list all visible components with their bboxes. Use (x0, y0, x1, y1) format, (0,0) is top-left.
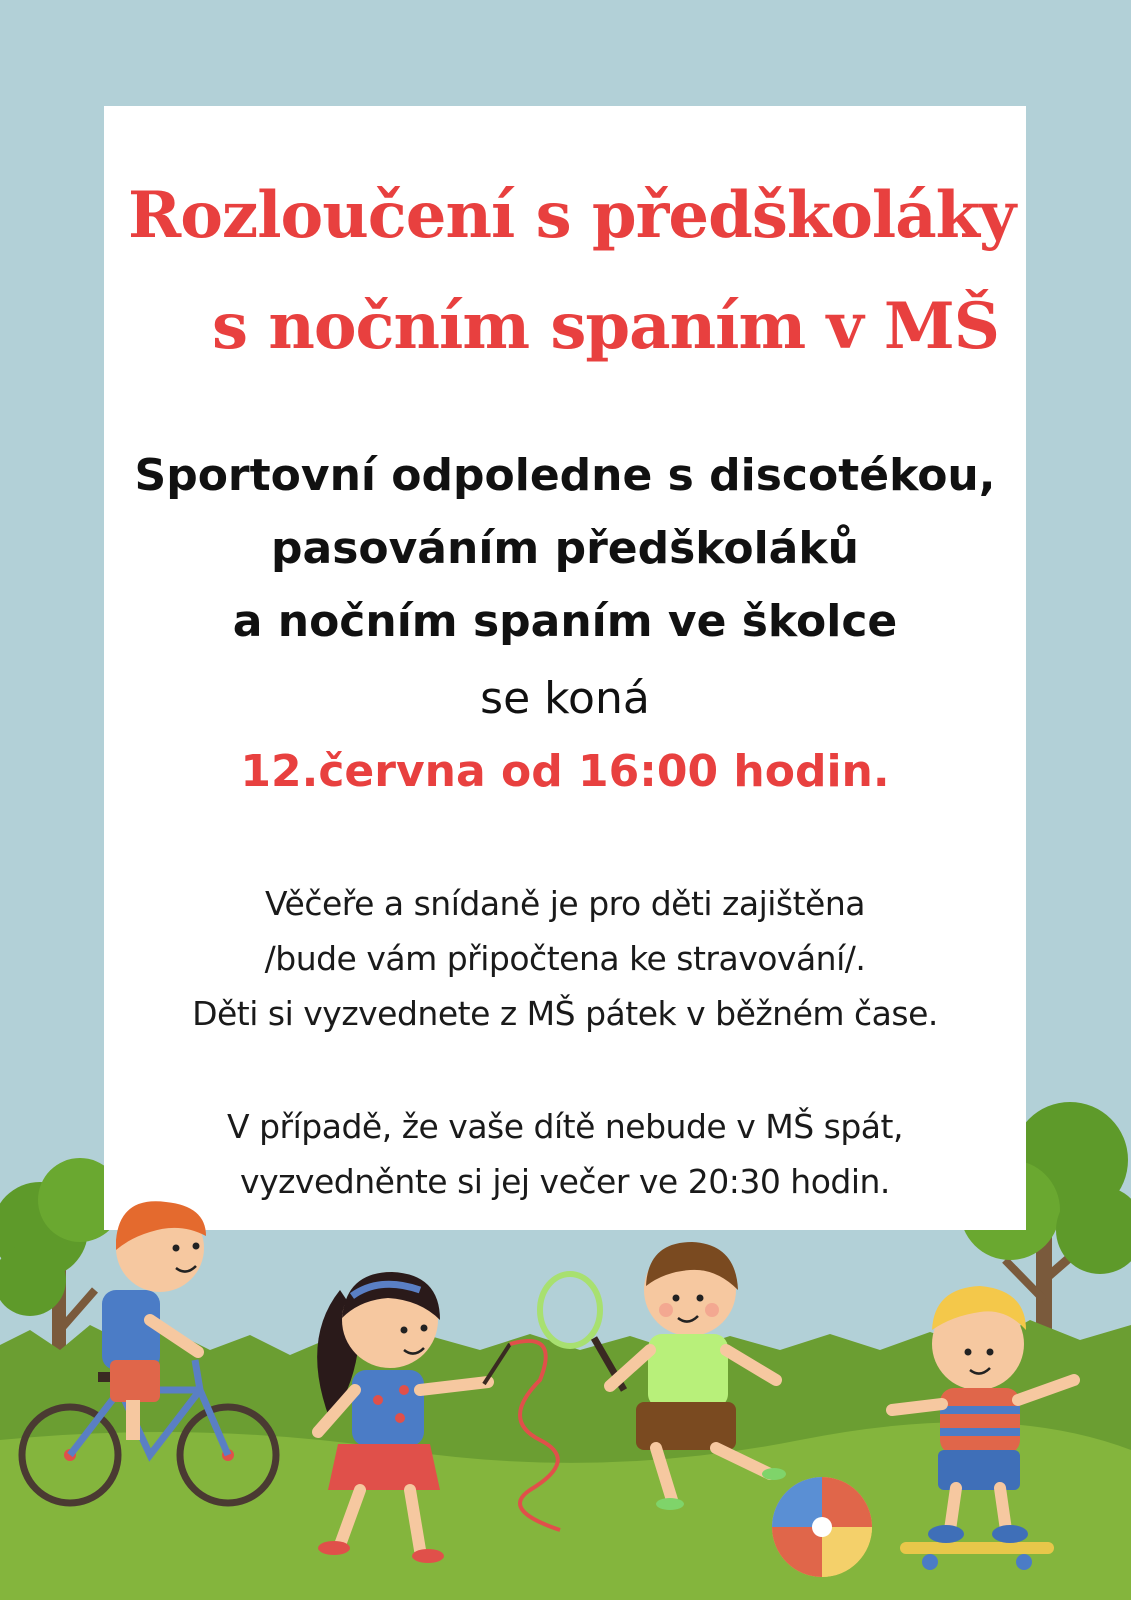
info-line-5: vyzvedněnte si jej večer ve 20:30 hodin. (240, 1162, 890, 1201)
event-line-4: se koná (480, 673, 650, 724)
title-line-2: s nočním spaním v MŠ (212, 289, 999, 364)
info-line-4: V případě, že vaše dítě nebude v MŠ spát, (227, 1107, 903, 1146)
info-line-1: Věčeře a snídaně je pro děti zajištěna (265, 884, 865, 923)
info-line-2: /bude vám připočtena ke stravování/. (264, 939, 866, 978)
event-line-2: pasováním předškoláků (271, 523, 859, 574)
event-line-1: Sportovní odpoledne s discotékou, (134, 450, 996, 501)
event-line-3: a nočním spaním ve školce (232, 596, 898, 647)
event-date: 12.června od 16:00 hodin. (240, 746, 890, 797)
info-line-3: Děti si vyzvednete z MŠ pátek v běžném čase. (192, 994, 938, 1033)
title-line-1: Rozloučení s předškoláky (128, 178, 1016, 253)
info-card (104, 106, 1026, 1230)
